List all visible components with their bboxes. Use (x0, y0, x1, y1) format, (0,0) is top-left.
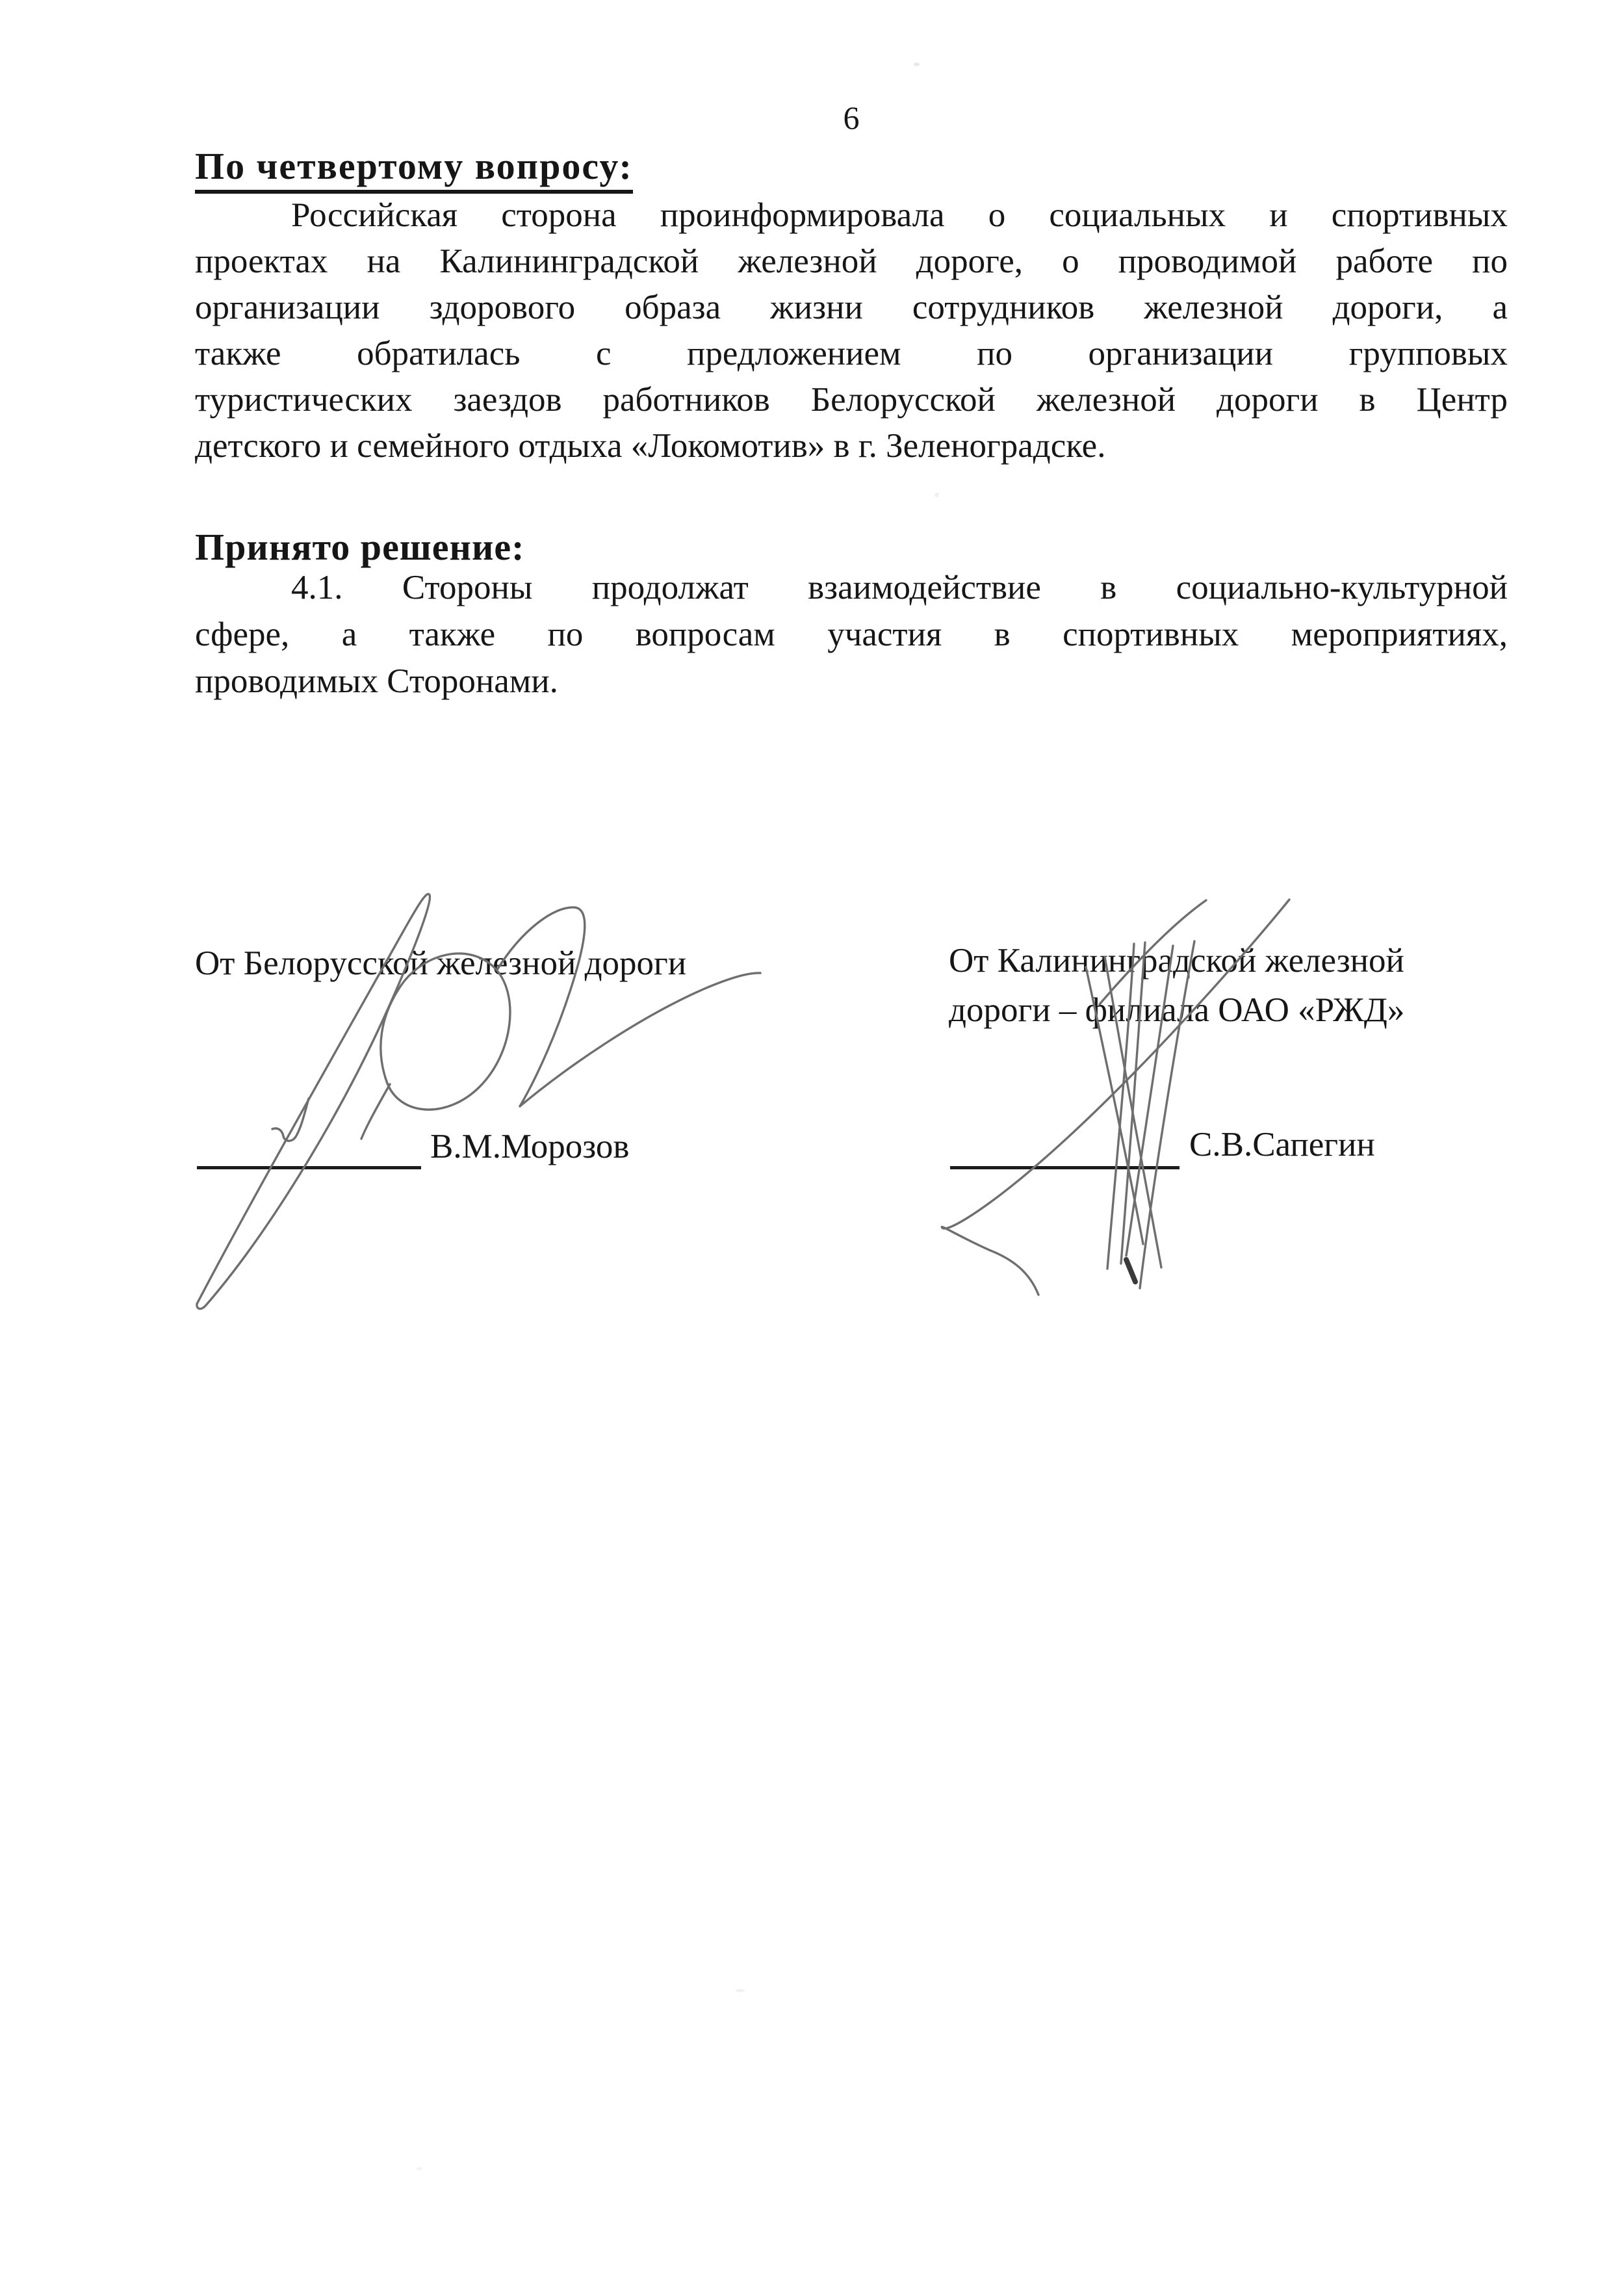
signature-label-right-line1: От Калининградской железной (949, 942, 1404, 980)
signature-line-right (950, 1166, 1179, 1169)
signature-label-right (949, 936, 1404, 1035)
signature-line-left (197, 1166, 421, 1169)
page-number: 6 (843, 99, 860, 136)
text-line: 4.1. Стороны продолжат взаимодействие в социально-культурной (291, 569, 1508, 606)
section-heading-question4-text: По четвертому вопросу: (195, 146, 633, 194)
signature-name-right: С.В.Сапегин (1189, 1126, 1375, 1163)
text-line: детского и семейного отдыха «Локомотив» в г. Зеленоградске. (195, 427, 1106, 465)
scan-artifact (736, 1989, 745, 1992)
text-line: Российская сторона проинформировала о социальных и спортивных (291, 196, 1508, 234)
signature-label-right-line2: дороги – филиала ОАО «РЖД» (949, 991, 1405, 1029)
signature-label-left: От Белорусской железной дороги (195, 944, 687, 982)
scan-artifact (914, 62, 920, 66)
section-heading-decision: Принято решение: (195, 526, 525, 568)
text-line: сфере, а также по вопросам участия в спортивных мероприятиях, (195, 616, 1508, 653)
text-line: туристических заездов работников Белорусской железной дороги в Центр (195, 381, 1508, 419)
scan-artifact (416, 2167, 422, 2170)
text-line: проектах на Калининградской железной дороге, о проводимой работе по (195, 242, 1508, 280)
paragraph-decision (195, 564, 1508, 705)
text-line: также обратилась с предложением по организации групповых (195, 335, 1508, 372)
scan-artifact (934, 493, 939, 497)
signature-name-left: В.М.Морозов (430, 1128, 630, 1165)
text-line: проводимых Сторонами. (195, 662, 558, 700)
section-heading-question4 (195, 144, 633, 194)
paragraph-question4 (195, 192, 1508, 469)
text-line: организации здорового образа жизни сотрудников железной дороги, а (195, 289, 1508, 326)
